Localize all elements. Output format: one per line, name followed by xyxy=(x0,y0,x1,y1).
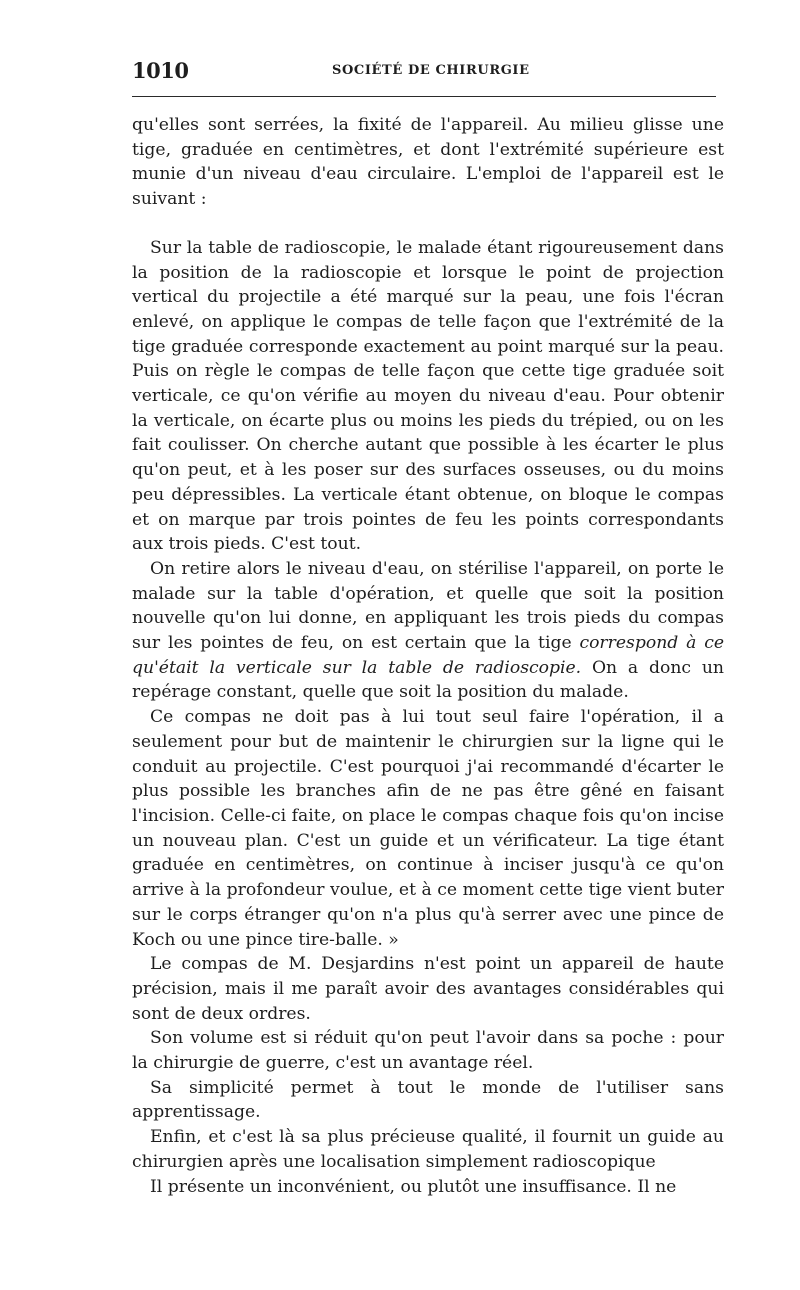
paragraph: Ce compas ne doit pas à lui tout seul faire l'opération, il a seulement pour but de maintenir le chirurgien sur la ligne qui le conduit au projectile. C'est pourquoi j'ai recommandé d'écarter le plus possible les branches afin de ne pas être gêné en faisant l'incision. Celle-ci faite, on place le compas chaque fois qu'on incise un nouveau plan. C'est un guide et un vérificateur. La tige étant graduée en centimètres, on continue à inciser jusqu'à ce qu'on arrive à la profondeur voulue, et à ce moment cette tige vient buter sur le corps étranger qu'on n'a plus qu'à serrer avec une pince de Koch ou une pince tire-balle. » xyxy=(132,707,724,950)
paragraph: qu'elles sont serrées, la fixité de l'appareil. Au milieu glisse une tige, graduée en centimètres, et dont l'extrémité supérieure est munie d'un niveau d'eau circulaire. L'emploi de l'appareil est le suivant : xyxy=(132,115,724,210)
paragraph-text: On a donc un repérage constant, quelle que soit la position du malade. xyxy=(132,657,724,703)
paragraph: Son volume est si réduit qu'on peut l'avoir dans sa poche : pour la chirurgie de guerre, c'est un avantage réel. xyxy=(132,1028,724,1074)
paragraph: Le compas de M. Desjardins n'est point un appareil de haute précision, mais il me paraît avoir des avantages considérables qui sont de deux ordres. xyxy=(132,954,724,1024)
page-number: 1010 xyxy=(132,58,189,83)
header-rule xyxy=(132,96,716,97)
running-head: SOCIÉTÉ DE CHIRURGIE xyxy=(332,63,530,78)
page-header xyxy=(132,58,724,84)
emphasized-text: correspond à ce qu'était la verticale sur la table de radioscopie. xyxy=(132,633,724,678)
paragraph: Enfin, et c'est là sa plus précieuse qualité, il fournit un guide au chirurgien après une localisation simplement radioscopique xyxy=(132,1127,724,1172)
paragraph: Il présente un inconvénient, ou plutôt une insuffisance. Il ne xyxy=(150,1176,677,1197)
body-text xyxy=(132,113,724,1199)
paragraph xyxy=(132,557,724,705)
paragraph: Sa simplicité permet à tout le monde de l'utiliser sans apprentissage. xyxy=(132,1077,724,1123)
paragraph-text: On retire alors le niveau d'eau, on stérilise l'appareil, on porte le malade sur la table d'opération, et quelle que soit la position nouvelle qu'on lui donne, en appliquant les trois pieds du compas sur les pointes de feu, on est certain que la tige xyxy=(132,558,724,654)
paragraph: Sur la table de radioscopie, le malade étant rigoureusement dans la position de la radioscopie et lorsque le point de projection vertical du projectile a été marqué sur la peau, une fois l'écran enlevé, on applique le compas de telle façon que l'extrémité de la tige graduée corresponde exactement au point marqué sur la peau. Puis on règle le compas de telle façon que cette tige graduée soit verticale, ce qu'on vérifie au moyen du niveau d'eau. Pour obtenir la verticale, on écarte plus ou moins les pieds du trépied, ou on les fait coulisser. On cherche autant que possible à les écarter le plus qu'on peut, et à les poser sur des surfaces osseuses, ou du moins peu dépressibles. La verticale étant obtenue, on bloque le compas et on marque par trois pointes de feu les points correspondants aux trois pieds. C'est tout. xyxy=(132,237,724,555)
